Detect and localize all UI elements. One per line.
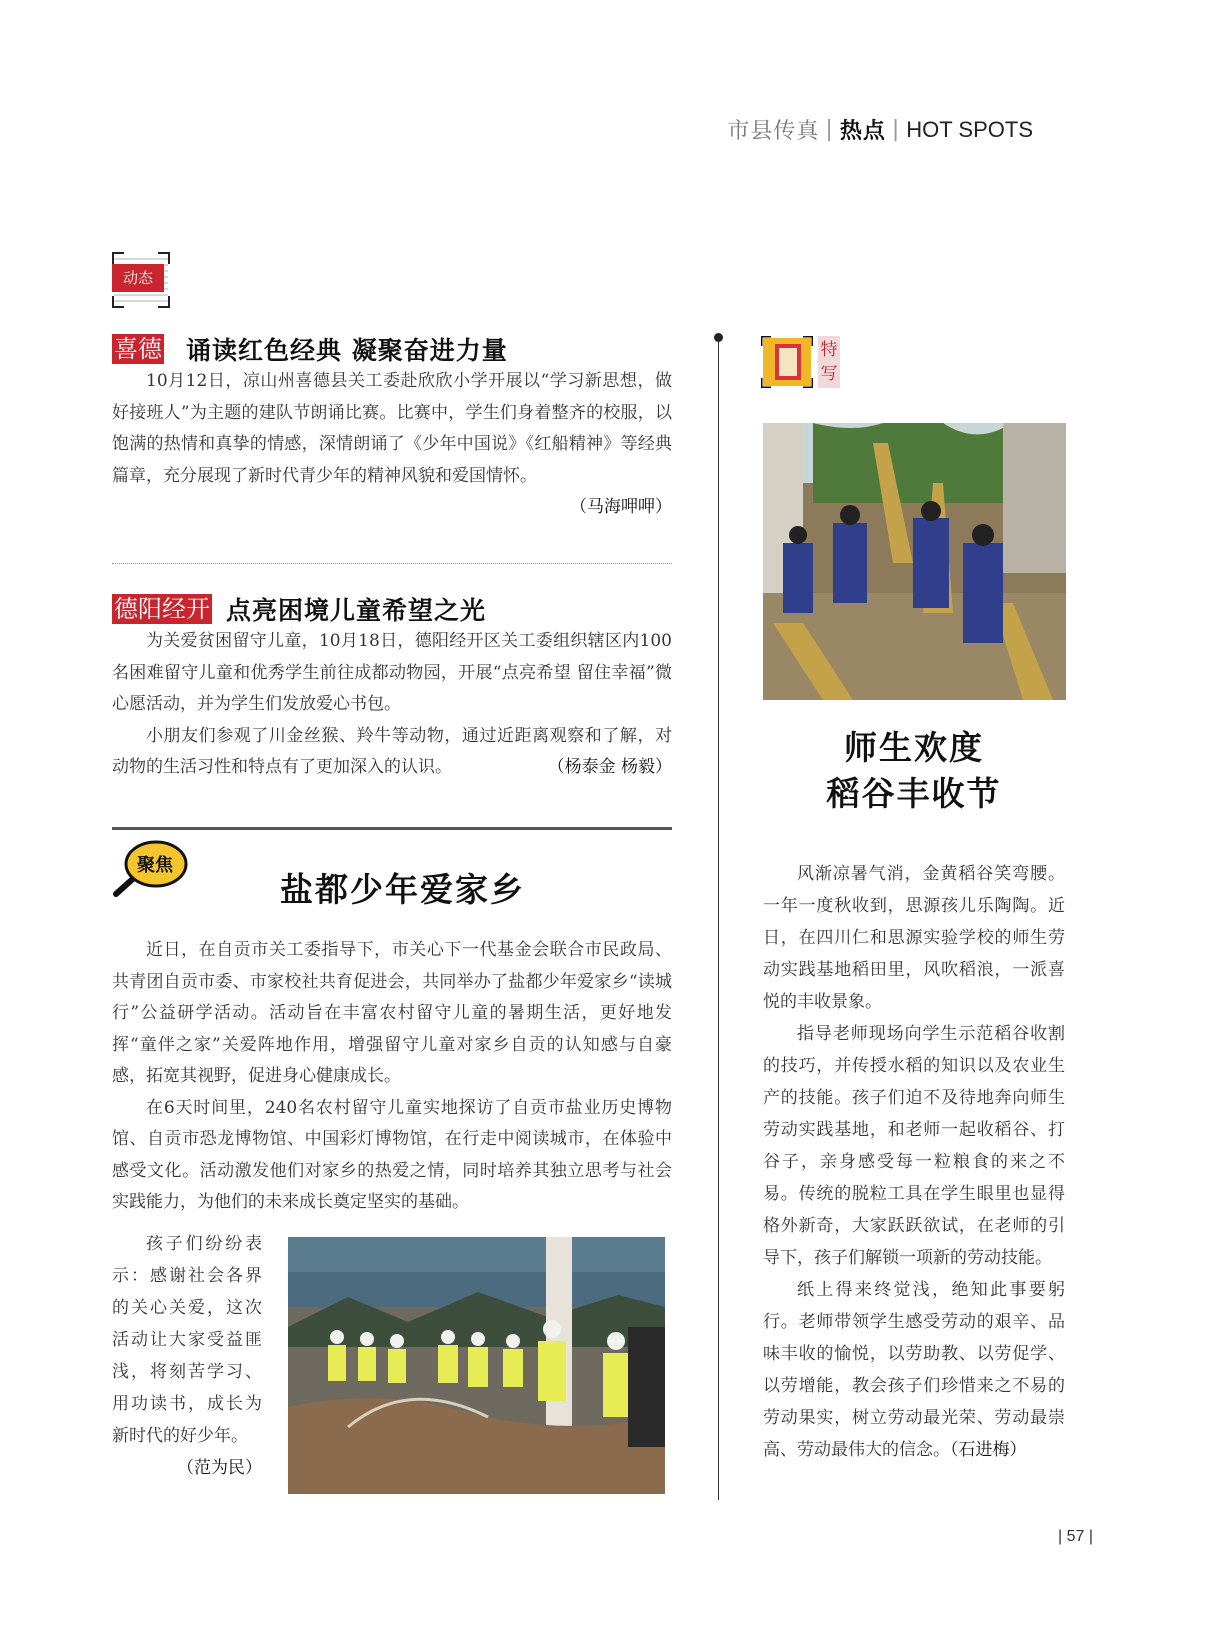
- category-name: 热点: [839, 118, 886, 144]
- article-text: 纸上得来终觉浅，绝知此事要躬行。老师带领学生感受劳动的艰辛、品味丰收的愉悦，以劳助教、以劳促学、以劳增能，教会孩子们珍惜来之不易的劳动果实，树立劳动最光荣、劳动最崇高、劳动最伟大的信念。: [763, 1280, 1065, 1460]
- focus-title: 盐都少年爱家乡: [280, 870, 525, 909]
- focus-side-text: [112, 1228, 262, 1484]
- header-separator: |: [825, 117, 834, 142]
- header-separator: |: [891, 117, 901, 142]
- column-rule: [718, 340, 719, 1500]
- focus-badge-label: 聚焦: [137, 855, 173, 876]
- article-paragraph: 近日，在自贡市关工委指导下，市关心下一代基金会联合市民政局、共青团自贡市委、市家校社共育促进会，共同举办了盐都少年爱家乡“读城行”公益研学活动。活动旨在丰富农村留守儿童的暑期生活，更好地发挥“童伴之家”关爱阵地作用，增强留守儿童对家乡自贡的认知感与自豪感，拓宽其视野，促进身心健康成长。: [112, 940, 672, 1086]
- article-text: 小朋友们参观了川金丝猴、羚牛等动物，通过近距离观察和了解，对动物的生活习性和特点有了更加深入的认识。: [112, 725, 672, 777]
- article-author: （马海呷呷）: [570, 497, 672, 517]
- article-author: （石进梅）: [950, 1440, 1027, 1460]
- article-paragraph: 风渐凉暑气消，金黄稻谷笑弯腰。一年一度秋收到，思源孩儿乐陶陶。近日，在四川仁和思源实验学校的师生劳动实践基地稻田里，风吹稻浪，一派喜悦的丰收景象。: [763, 864, 1065, 1012]
- feature-badge-label: 特写: [818, 336, 840, 388]
- feature-badge-icon: [761, 336, 813, 388]
- page-number: | 57 |: [1058, 1528, 1093, 1545]
- section-divider: [112, 827, 672, 830]
- article-paragraph: 为关爱贫困留守儿童，10月18日，德阳经开区关工委组织辖区内100名困难留守儿童和优秀学生前往成都动物园，开展“点亮希望 留住幸福”微心愿活动，并为学生们发放爱心书包。: [112, 631, 672, 714]
- article-title-row: [112, 592, 486, 626]
- location-tag: 喜德: [114, 335, 162, 363]
- feature-title-line1: 师生欢度: [844, 728, 984, 767]
- article-body: [112, 366, 672, 524]
- focus-badge: [112, 840, 192, 896]
- news-badge-label: 动态: [112, 264, 164, 292]
- article-paragraph: 在6天时间里，240名农村留守儿童实地探访了自贡市盐业历史博物馆、自贡市恐龙博物馆、中国彩灯博物馆，在行走中阅读城市，在体验中感受文化。活动激发他们对家乡的热爱之情，同时培养其独立思考与社会实践能力，为他们的未来成长奠定坚实的基础。: [112, 1097, 672, 1212]
- museum-photo: [288, 1237, 665, 1494]
- harvest-photo: [763, 423, 1066, 700]
- page-header: [727, 114, 1033, 145]
- article-text: 10月12日，凉山州喜德县关工委赴欣欣小学开展以“学习新思想，做好接班人”为主题的建队节朗诵比赛。比赛中，学生们身着整齐的校服，以饱满的热情和真挚的情感，深情朗诵了《少年中国说》《红船精神》等经典篇章，充分展现了新时代青少年的精神风貌和爱国情怀。: [112, 371, 672, 486]
- divider: [112, 563, 672, 564]
- category-english: HOT SPOTS: [906, 116, 1033, 142]
- news-badge: [112, 252, 170, 308]
- article-paragraph: 孩子们纷纷表示：感谢社会各界的关心关爱，这次活动让大家受益匪浅，将刻苦学习、用功读书，成长为新时代的好少年。: [112, 1234, 262, 1446]
- article-author: （杨泰金 杨毅）: [547, 757, 672, 777]
- article-author: （范为民）: [177, 1458, 262, 1478]
- article-title-row: [112, 332, 508, 366]
- feature-body: [763, 858, 1065, 1466]
- article-paragraph: 指导老师现场向学生示范稻谷收割的技巧，并传授水稻的知识以及农业生产的技能。孩子们迫不及待地奔向师生劳动实践基地，和老师一起收稻谷、打谷子，亲身感受每一粒粮食的来之不易。传统的脱粒工具在学生眼里也显得格外新奇，大家跃跃欲试，在老师的引导下，孩子们解锁一项新的劳动技能。: [763, 1024, 1065, 1268]
- focus-body: [112, 935, 672, 1219]
- article-title: 点亮困境儿童希望之光: [226, 596, 487, 625]
- feature-title-line2: 稻谷丰收节: [826, 774, 1002, 813]
- section-name: 市县传真: [727, 119, 820, 144]
- article-body: [112, 626, 672, 784]
- article-title: 诵读红色经典 凝聚奋进力量: [186, 336, 508, 365]
- location-tag: 德阳经开: [114, 595, 210, 623]
